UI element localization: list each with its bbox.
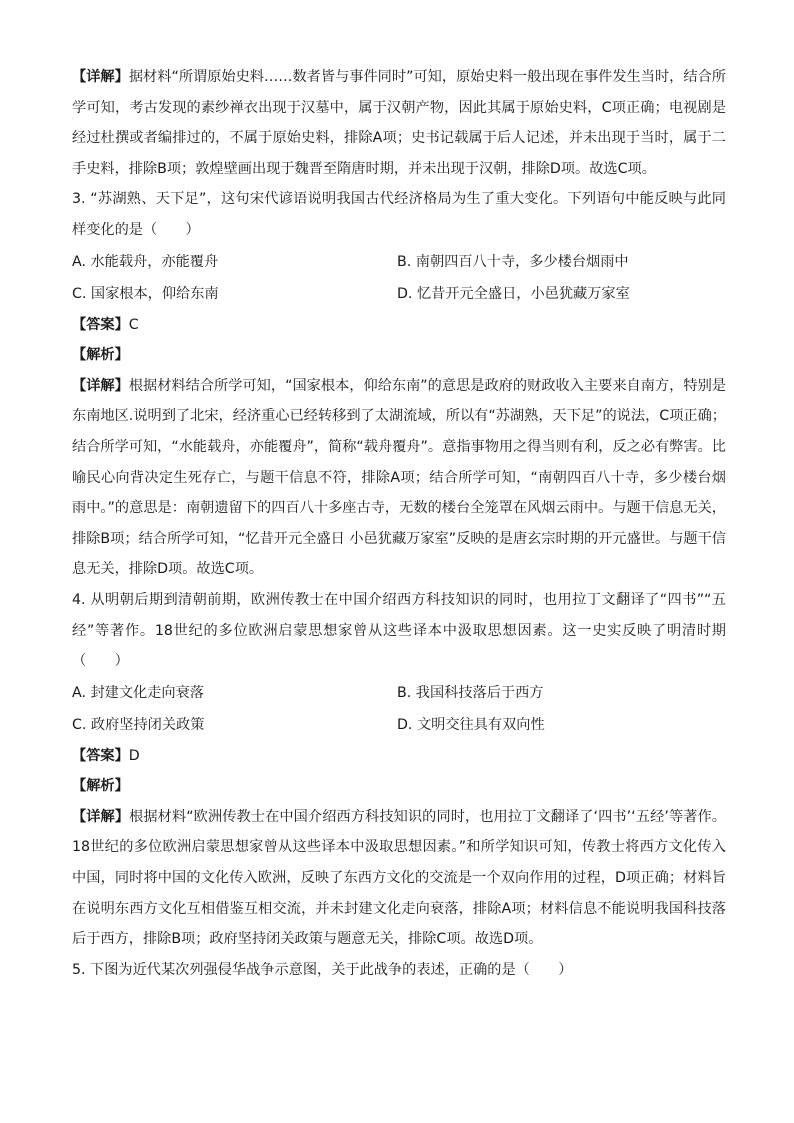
detail-tag: 【详解】 bbox=[72, 69, 129, 85]
option-d: D. 文明交往具有双向性 bbox=[397, 716, 545, 733]
option-c: C. 国家根本，仰给东南 bbox=[72, 285, 219, 302]
detail-tag: 【详解】 bbox=[72, 377, 129, 394]
option-b: B. 南朝四百八十寺，多少楼台烟雨中 bbox=[397, 253, 629, 270]
answer-4: 【答案】D bbox=[72, 747, 140, 764]
question-4-options bbox=[72, 677, 726, 741]
detail-paragraph: 【详解】据材料“所谓原始史料……数者皆与事件同时”可知，原始史料一般出现在事件发生当时，结合所学可知，考古发现的素纱禅衣出现于汉墓中，属于汉朝产物，因此其属于原始史料，C项正确；电视剧是经过杜撰或者编排过的，不属于原始史料，排除A项；史书记载属于后人记述，并未出现于当时，属于二手史料，排除B项；敦煌壁画出现于魏晋至隋唐时期，并未出现于汉朝，排除D项。故选C项。 bbox=[72, 69, 726, 177]
analysis-4 bbox=[72, 771, 726, 802]
analysis-3 bbox=[72, 340, 726, 371]
question-4: 4. 从明朝后期到清朝前期，欧洲传教士在中国介绍西方科技知识的同时，也用拉丁文翻译了“四书”“五经”等著作。18世纪的多位欧洲启蒙思想家曾从这些译本中汲取思想因素。这一史实反映了明清时期（ ） bbox=[72, 591, 726, 670]
option-a: A. 封建文化走向衰落 bbox=[72, 684, 204, 701]
answer-tag: 【答案】 bbox=[72, 316, 129, 333]
analysis-tag: 【解析】 bbox=[72, 778, 129, 795]
question-3-options bbox=[72, 246, 726, 310]
detail-3: 【详解】根据材料结合所学可知，“国家根本，仰给东南”的意思是政府的财政收入主要来自南方，特别是东南地区.说明到了北宋，经济重心已经转移到了太湖流域，所以有“苏湖熟，天下足”的说法，C项正确；结合所学可知，“水能载舟，亦能覆舟”，简称“载舟覆舟”。意指事物用之得当则有利，反之必有弊害。比喻民心向背决定生死存亡，与题干信息不符，排除A项；结合所学可知，“南朝四百八十寺，多少楼台烟雨中。”的意思是：南朝遗留下的四百八十多座古寺，无数的楼台全笼罩在风烟云雨中。与题干信息无关，排除B项；结合所学可知，“忆昔开元全盛日 小邑犹藏万家室”反映的是唐玄宗时期的开元盛世。与题干信息无关，排除D项。故选C项。 bbox=[72, 377, 726, 578]
document-page bbox=[72, 62, 726, 985]
detail-4: 【详解】根据材料“欧洲传教士在中国介绍西方科技知识的同时，也用拉丁文翻译了‘四书’‘五经’等著作。18世纪的多位欧洲启蒙思想家曾从这些译本中汲取思想因素。”和所学知识可知，传教士将西方文化传入中国，同时将中国的文化传入欧洲，反映了东西方文化的交流是一个双向作用的过程，D项正确；材料旨在说明东西方文化互相借鉴互相交流，并未封建文化走向衰落，排除A项；材料信息不能说明我国科技落后于西方，排除B项；政府坚持闭关政策与题意无关，排除C项。故选D项。 bbox=[72, 808, 726, 948]
question-3: 3. “苏湖熟、天下足”，这句宋代谚语说明我国古代经济格局为生了重大变化。下列语句中能反映与此同样变化的是（ ） bbox=[72, 191, 726, 238]
answer-tag: 【答案】 bbox=[72, 747, 129, 764]
option-b: B. 我国科技落后于西方 bbox=[397, 684, 544, 701]
option-d: D. 忆昔开元全盛日，小邑犹藏万家室 bbox=[397, 285, 630, 302]
detail-tag: 【详解】 bbox=[72, 808, 130, 825]
analysis-tag: 【解析】 bbox=[72, 347, 129, 364]
option-a: A. 水能载舟，亦能覆舟 bbox=[72, 253, 219, 270]
answer-3: 【答案】C bbox=[72, 316, 139, 333]
question-5: 5. 下图为近代某次列强侵华战争示意图，关于此战争的表述，正确的是（ ） bbox=[72, 961, 573, 978]
option-c: C. 政府坚持闭关政策 bbox=[72, 716, 205, 733]
